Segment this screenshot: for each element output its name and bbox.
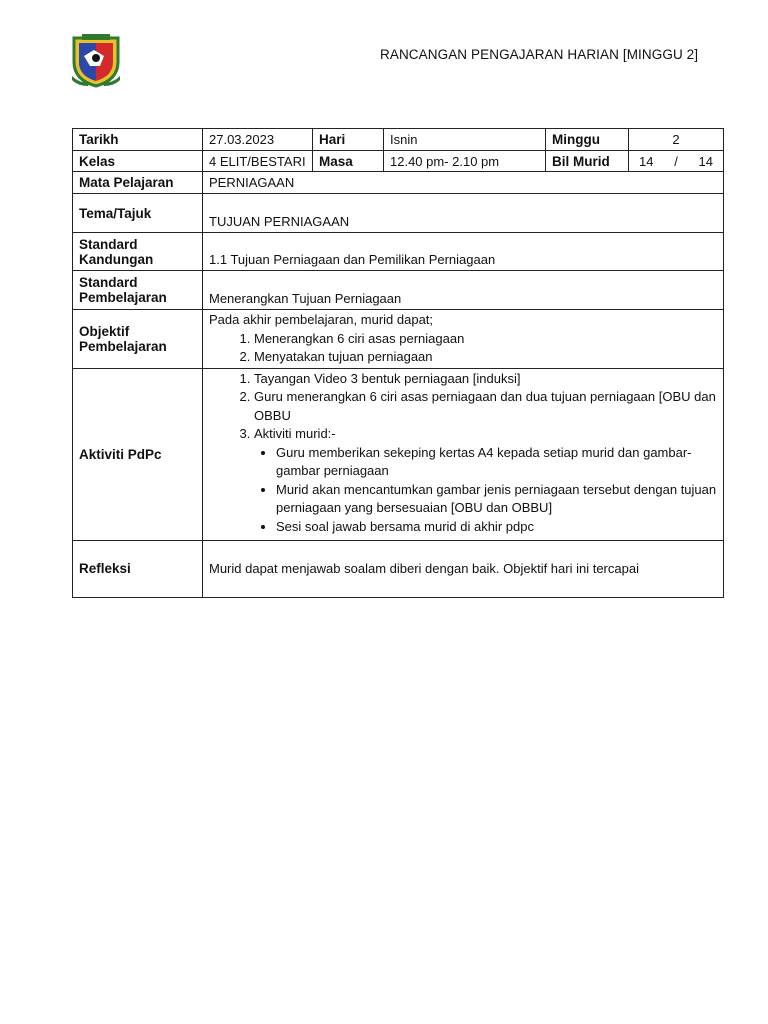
tema-label: Tema/Tajuk [73, 194, 203, 233]
objektif-item: 1. Menerangkan 6 ciri asas perniagaan [254, 330, 717, 349]
objektif-item: 2. Menyatakan tujuan perniagaan [254, 348, 717, 367]
objektif-label-line2: Pembelajaran [79, 338, 167, 354]
standard-pembelajaran-label [73, 271, 203, 310]
aktiviti-sub-item: • Sesi soal jawab bersama murid di akhir pdpc [276, 518, 717, 537]
lesson-plan-table [72, 128, 724, 598]
row-tema [73, 194, 724, 233]
mata-pelajaran-value: PERNIAGAAN [203, 172, 724, 194]
aktiviti-item: 2. Guru menerangkan 6 ciri asas perniagaan dan dua tujuan perniagaan [OBU dan OBBU [254, 388, 717, 425]
standard-kandungan-label-line2: Kandungan [79, 251, 154, 267]
aktiviti-content [203, 368, 724, 540]
aktiviti-sub-item: • Murid akan mencantumkan gambar jenis perniagaan tersebut dengan tujuan perniagaan yang bersesuaian [OBU dan OBBU] [276, 481, 717, 518]
school-crest-logo [70, 32, 122, 88]
standard-pembelajaran-value: Menerangkan Tujuan Perniagaan [203, 271, 724, 310]
row-kelas [73, 151, 724, 172]
standard-kandungan-label-line1: Standard [79, 236, 138, 252]
masa-value: 12.40 pm- 2.10 pm [384, 151, 546, 172]
hari-label: Hari [313, 129, 384, 151]
objektif-label [73, 310, 203, 369]
aktiviti-list [209, 370, 717, 537]
objektif-content [203, 310, 724, 369]
refleksi-value: Murid dapat menjawab soalam diberi dengan baik. Objektif hari ini tercapai [203, 540, 724, 597]
aktiviti-item-murid-label: Aktiviti murid:- [254, 426, 336, 441]
tarikh-value: 27.03.2023 [203, 129, 313, 151]
objektif-list [209, 330, 717, 367]
aktiviti-sub-list [254, 444, 717, 537]
objektif-intro: Pada akhir pembelajaran, murid dapat; [209, 312, 434, 327]
standard-kandungan-label [73, 233, 203, 271]
minggu-value: 2 [629, 129, 724, 151]
aktiviti-sub-item: • Guru memberikan sekeping kertas A4 kepada setiap murid dan gambar-gambar perniagaan [276, 444, 717, 481]
bil-murid-value [629, 151, 724, 172]
row-mata-pelajaran [73, 172, 724, 194]
row-tarikh [73, 129, 724, 151]
row-aktiviti [73, 368, 724, 540]
aktiviti-label: Aktiviti PdPc [73, 368, 203, 540]
masa-label: Masa [313, 151, 384, 172]
row-standard-kandungan [73, 233, 724, 271]
mata-pelajaran-label: Mata Pelajaran [73, 172, 203, 194]
kelas-value: 4 ELIT/BESTARI [203, 151, 313, 172]
aktiviti-item-murid [254, 425, 717, 536]
bil-murid-label: Bil Murid [546, 151, 629, 172]
standard-pembelajaran-label-line2: Pembelajaran [79, 290, 167, 305]
objektif-label-line1: Objektif [79, 323, 130, 339]
standard-kandungan-value: 1.1 Tujuan Perniagaan dan Pemilikan Perniagaan [203, 233, 724, 271]
row-objektif [73, 310, 724, 369]
bil-murid-hadir: 14 [639, 153, 654, 169]
refleksi-label: Refleksi [73, 540, 203, 597]
row-refleksi [73, 540, 724, 597]
kelas-label: Kelas [73, 151, 203, 172]
bil-murid-separator: / [674, 153, 678, 169]
tarikh-label: Tarikh [73, 129, 203, 151]
aktiviti-item: 1. Tayangan Video 3 bentuk perniagaan [induksi] [254, 370, 717, 389]
bil-murid-jumlah: 14 [698, 153, 713, 169]
page-title: RANCANGAN PENGAJARAN HARIAN [MINGGU 2] [380, 47, 699, 62]
hari-value: Isnin [384, 129, 546, 151]
minggu-label: Minggu [546, 129, 629, 151]
standard-pembelajaran-label-line1: Standard [79, 275, 138, 290]
row-standard-pembelajaran [73, 271, 724, 310]
tema-value: TUJUAN PERNIAGAAN [203, 194, 724, 233]
